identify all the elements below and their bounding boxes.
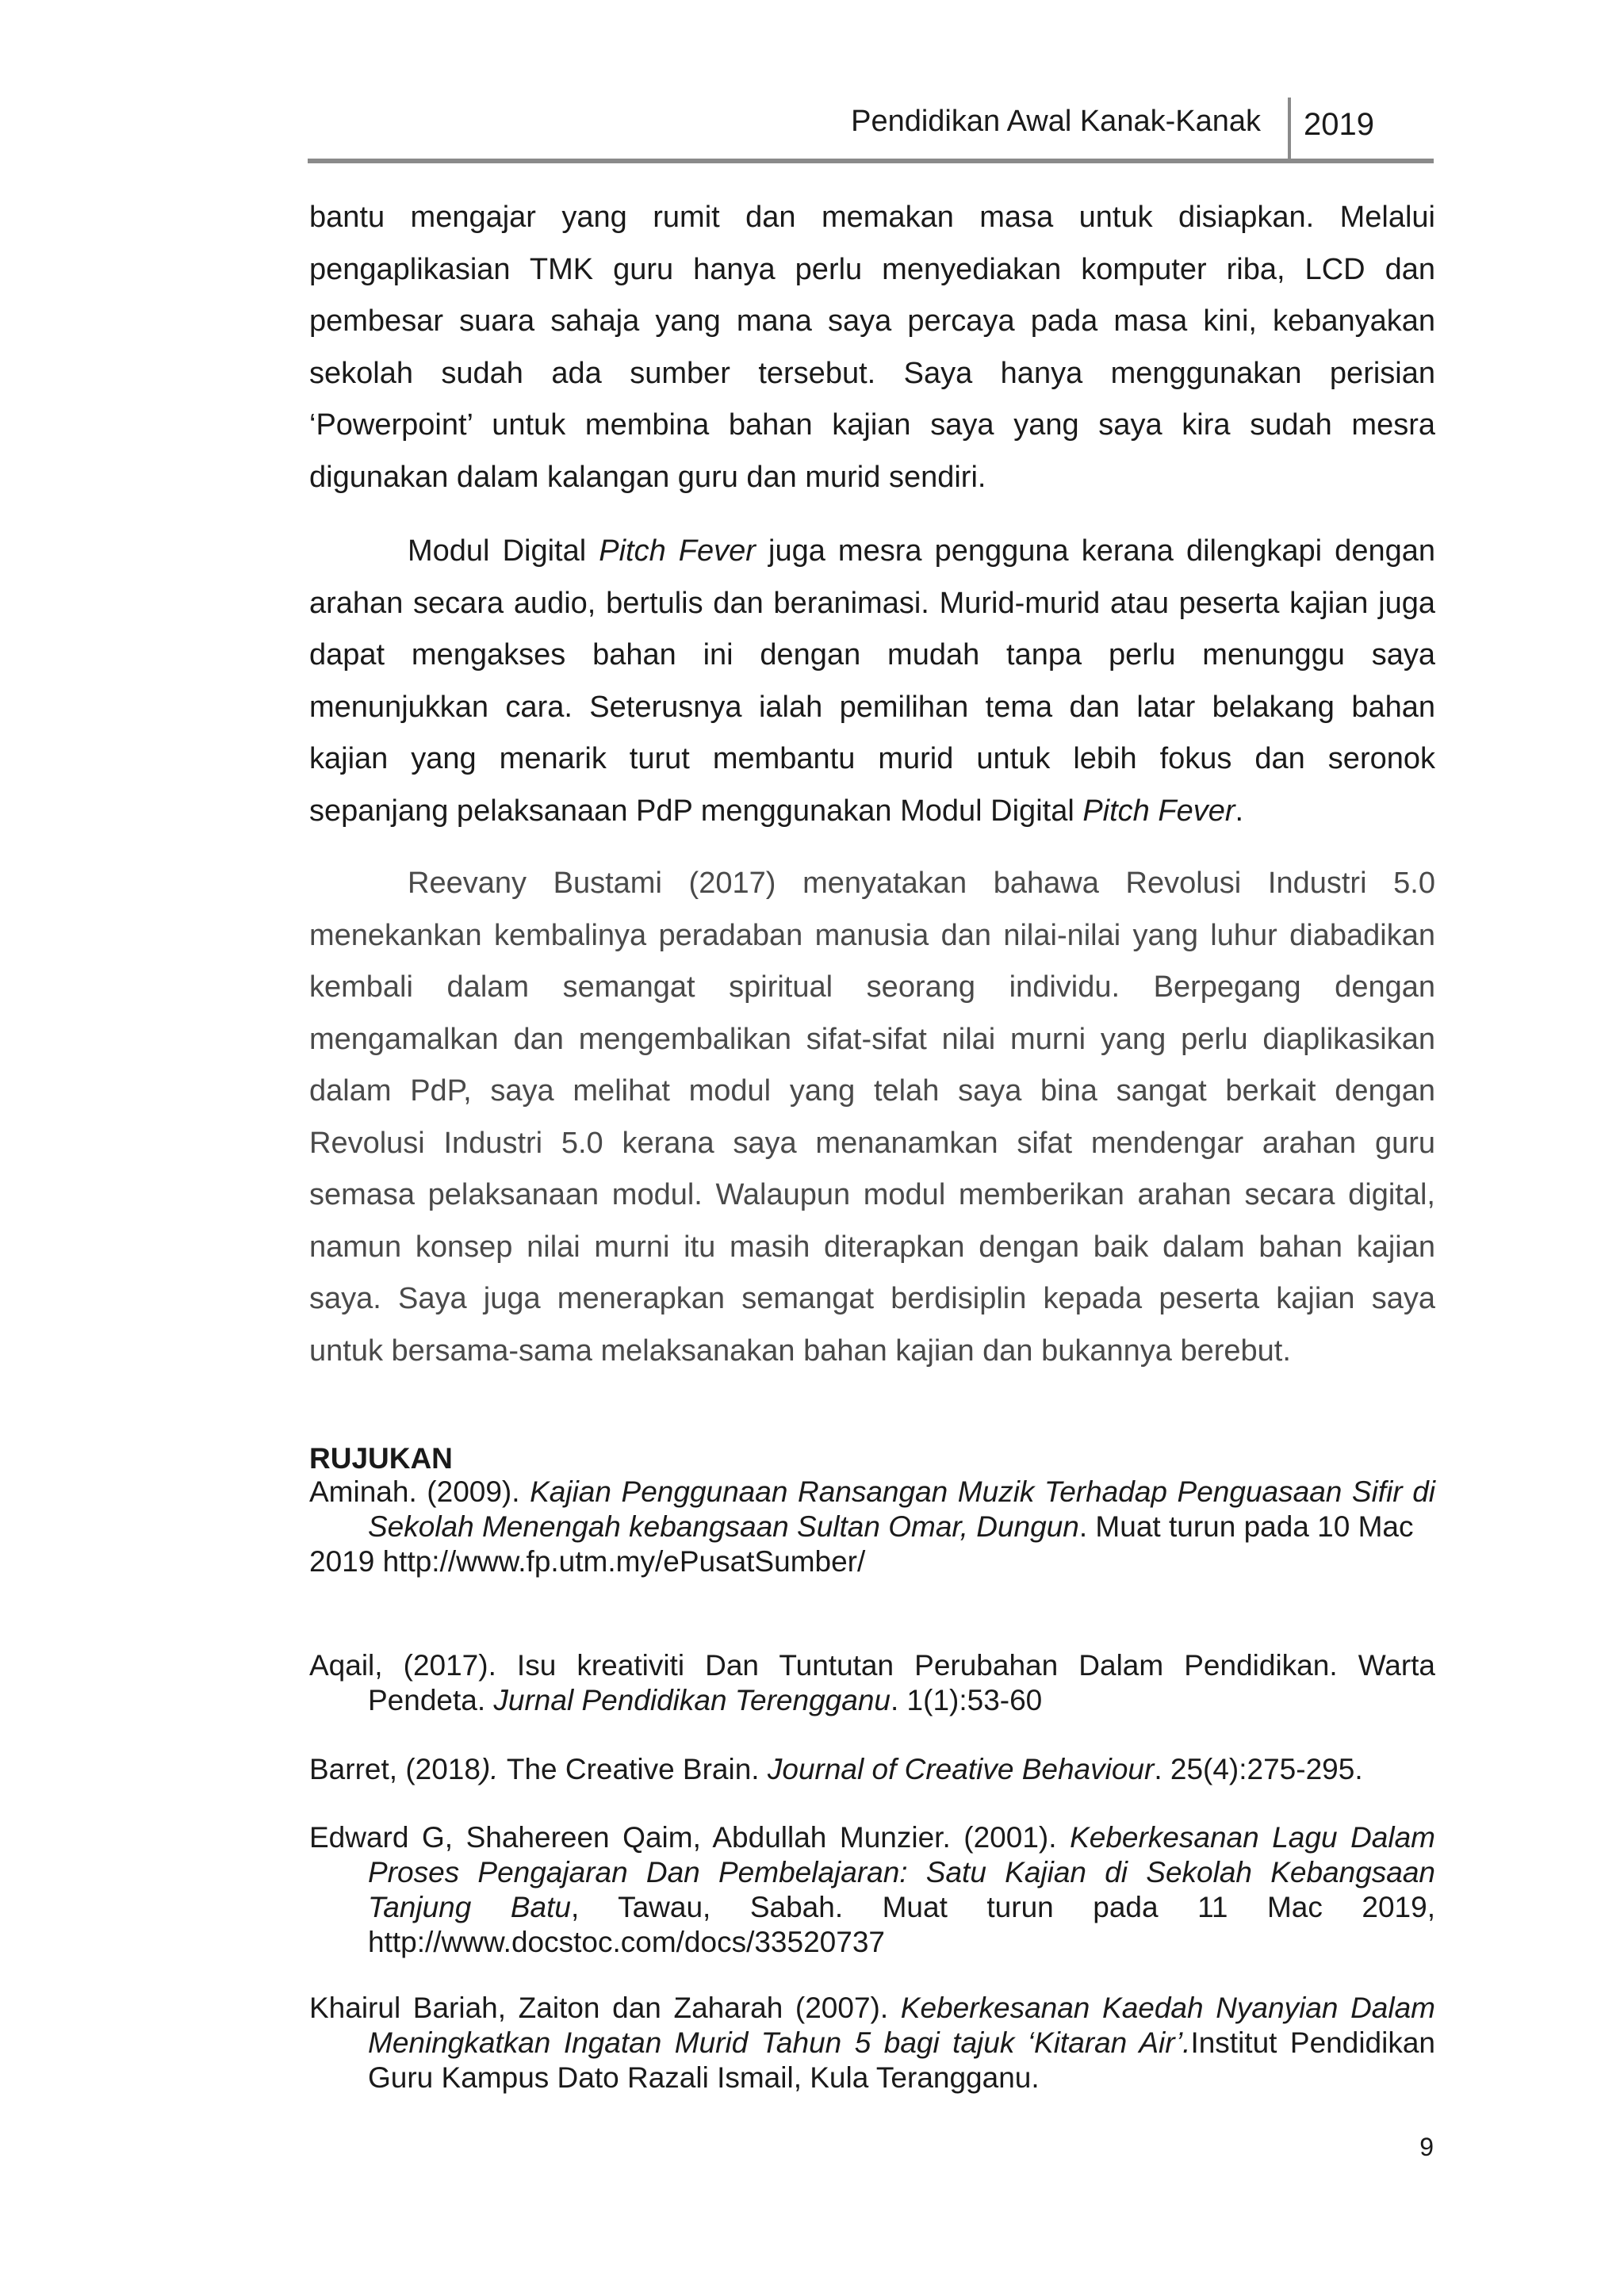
reference-title: Journal of Creative Behaviour [767, 1753, 1155, 1785]
paragraph-text: Modul Digital [408, 534, 599, 568]
reference-entry [309, 1991, 1435, 2095]
reference-punctuation: ). [480, 1753, 507, 1785]
header-title: Pendidikan Awal Kanak-Kanak [851, 105, 1261, 138]
reference-details: , Tawau, Sabah. Muat turun pada 11 Mac 2019, http://www.docstoc.com/docs/33520737 [368, 1891, 1435, 1958]
reference-first-part [309, 1475, 1435, 1544]
reference-entry [309, 1820, 1435, 1960]
page-header [308, 94, 1434, 163]
reference-title: Kajian Penggunaan Ransangan Muzik Terhadap Penguasaan Sifir di Sekolah Menengah kebangsaan Sultan Omar, Dungun [368, 1475, 1435, 1543]
reference-author: Aqail, (2017). Isu kreativiti Dan Tuntutan Perubahan Dalam Pendidikan. Warta Pendeta. [309, 1649, 1435, 1716]
reference-entry [309, 1752, 1435, 1787]
reference-entry [309, 1648, 1435, 1718]
header-divider [1288, 98, 1291, 159]
body-paragraph-3: Reevany Bustami (2017) menyatakan bahawa Revolusi Industri 5.0 menekankan kembalinya peradaban manusia dan nilai-nilai yang luhur diabadikan kembali dalam semangat spiritual seorang individu. Berpegang dengan mengamalkan dan mengembalikan sifat-sifat nilai murni yang perlu diaplikasikan dalam PdP, saya melihat modul yang telah saya bina sangat berkait dengan Revolusi Industri 5.0 kerana saya menanamkan sifat mendengar arahan guru semasa pelaksanaan modul. Walaupun modul memberikan arahan secara digital, namun konsep nilai murni itu masih diterapkan dengan baik dalam bahan kajian saya. Saya juga menerapkan semangat berdisiplin kepada peserta kajian saya untuk bersama-sama melaksanakan bahan kajian dan bukannya berebut. [309, 867, 1435, 1368]
reference-entry [309, 1475, 1435, 1579]
reference-details: . 1(1):53-60 [890, 1684, 1043, 1716]
reference-title: Jurnal Pendidikan Terengganu [493, 1684, 891, 1716]
reference-author: Edward G, Shahereen Qaim, Abdullah Munzier. (2001). [309, 1821, 1071, 1854]
paragraph-text: . [1235, 794, 1244, 828]
body-paragraph-1: bantu mengajar yang rumit dan memakan masa untuk disiapkan. Melalui pengaplikasian TMK guru hanya perlu menyediakan komputer riba, LCD dan pembesar suara sahaja yang mana saya percaya pada masa kini, kebanyakan sekolah sudah ada sumber tersebut. Saya hanya menggunakan perisian ‘Powerpoint’ untuk membina bahan kajian saya yang saya kira sudah mesra digunakan dalam kalangan guru dan murid sendiri. [309, 201, 1435, 494]
reference-author: Khairul Bariah, Zaiton dan Zaharah (2007). [309, 1992, 901, 2024]
reference-url-line: 2019 http://www.fp.utm.my/ePusatSumber/ [309, 1545, 866, 1578]
reference-title: Keberkesanan Lagu Dalam Proses Pengajaran Dan Pembelajaran: Satu Kajian di Sekolah Kebangsaan Tanjung Batu [368, 1821, 1435, 1923]
paragraph-text: juga mesra pengguna kerana dilengkapi dengan arahan secara audio, bertulis dan beranimasi. Murid-murid atau peserta kajian juga dapat mengakses bahan ini dengan mudah tanpa perlu menunggu saya menunjukkan cara. Seterusnya ialah pemilihan tema dan latar belakang bahan kajian yang menarik turut membantu murid untuk lebih fokus dan seronok sepanjang pelaksanaan PdP menggunakan Modul Digital [309, 534, 1435, 828]
references-heading: RUJUKAN [309, 1442, 453, 1475]
body-paragraph-2 [309, 526, 1435, 837]
page-number: 9 [1419, 2133, 1434, 2161]
reference-article: The Creative Brain. [506, 1753, 768, 1785]
reference-author: Barret, (2018 [309, 1753, 481, 1785]
reference-title: Keberkesanan Kaedah Nyanyian Dalam Meningkatkan Ingatan Murid Tahun 5 bagi tajuk ‘Kitaran Air’. [368, 1992, 1435, 2059]
reference-author: Aminah. (2009). [309, 1475, 530, 1508]
italic-title: Pitch Fever [599, 534, 756, 568]
reference-details: Institut Pendidikan Guru Kampus Dato Razali Ismail, Kula Terangganu. [368, 2026, 1435, 2094]
header-year: 2019 [1304, 107, 1374, 142]
italic-title: Pitch Fever [1082, 794, 1235, 828]
reference-details: . 25(4):275-295. [1154, 1753, 1363, 1785]
reference-details: . Muat turun pada 10 Mac [1078, 1510, 1414, 1543]
